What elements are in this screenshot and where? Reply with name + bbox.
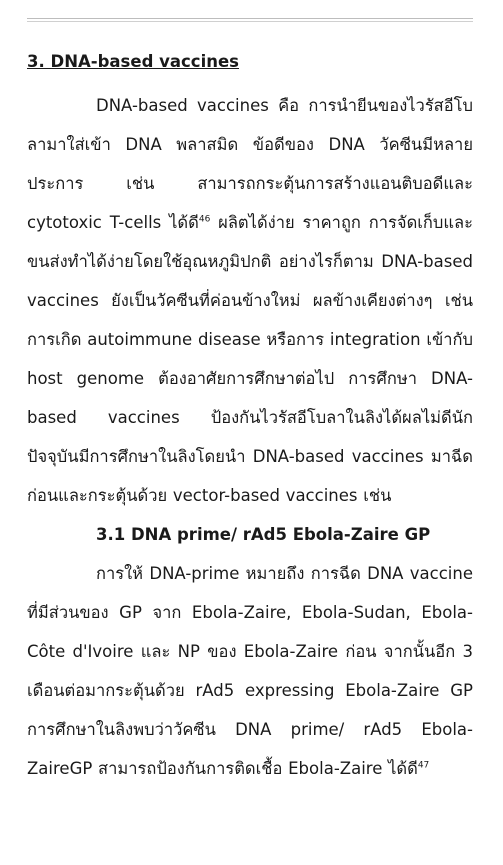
document-page <box>27 50 473 788</box>
section-heading: 3. DNA-based vaccines <box>27 52 239 71</box>
subsection-paragraph <box>27 554 473 788</box>
paragraph-text-part-2: ผลิตได้ง่าย ราคาถูก การจัดเก็บและขนส่งทำได้ง่ายโดยใช้อุณหภูมิปกติ อย่างไรก็ตาม DNA-based vaccines ยังเป็นวัคซีนที่ค่อนข้างใหม่ ผลข้างเคียงต่างๆ เช่นการเกิด autoimmune disease หรือการ integration เข้ากับ host genome ต้องอาศัยการศึกษาต่อไป การศึกษา DNA-based vaccines ป้องกันไวรัสอีโบลาในลิงได้ผลไม่ดีนัก ปัจจุบันมีการศึกษาในลิงโดยนำ DNA-based vaccines มาฉีดก่อนและกระตุ้นด้วย vector-based vaccines เช่น <box>27 213 473 505</box>
subsection-heading: 3.1 DNA prime/ rAd5 Ebola-Zaire GP <box>96 525 431 544</box>
section-paragraph <box>27 86 473 515</box>
paragraph-text-part-1: DNA-based vaccines คือ การนำยีนของไวรัสอีโบลามาใส่เข้า DNA พลาสมิด ข้อดีของ DNA วัคซีนมีหลายประการ เช่น สามารถกระตุ้นการสร้างแอนติบอดีและ cytotoxic T-cells ได้ดี <box>27 96 473 232</box>
citation-ref-47: 47 <box>417 760 430 771</box>
header-rule <box>27 18 473 22</box>
citation-ref-46: 46 <box>198 214 211 225</box>
subsection-paragraph-text: การให้ DNA-prime หมายถึง การฉีด DNA vaccine ที่มีส่วนของ GP จาก Ebola-Zaire, Ebola-Sudan, Ebola-Côte d'Ivoire และ NP ของ Ebola-Zaire ก่อน จากนั้นอีก 3 เดือนต่อมากระตุ้นด้วย rAd5 expressing Ebola-Zaire GP การศึกษาในลิงพบว่าวัคซีน DNA prime/ rAd5 Ebola-ZaireGP สามารถป้องกันการติดเชื้อ Ebola-Zaire ได้ดี <box>27 564 473 778</box>
